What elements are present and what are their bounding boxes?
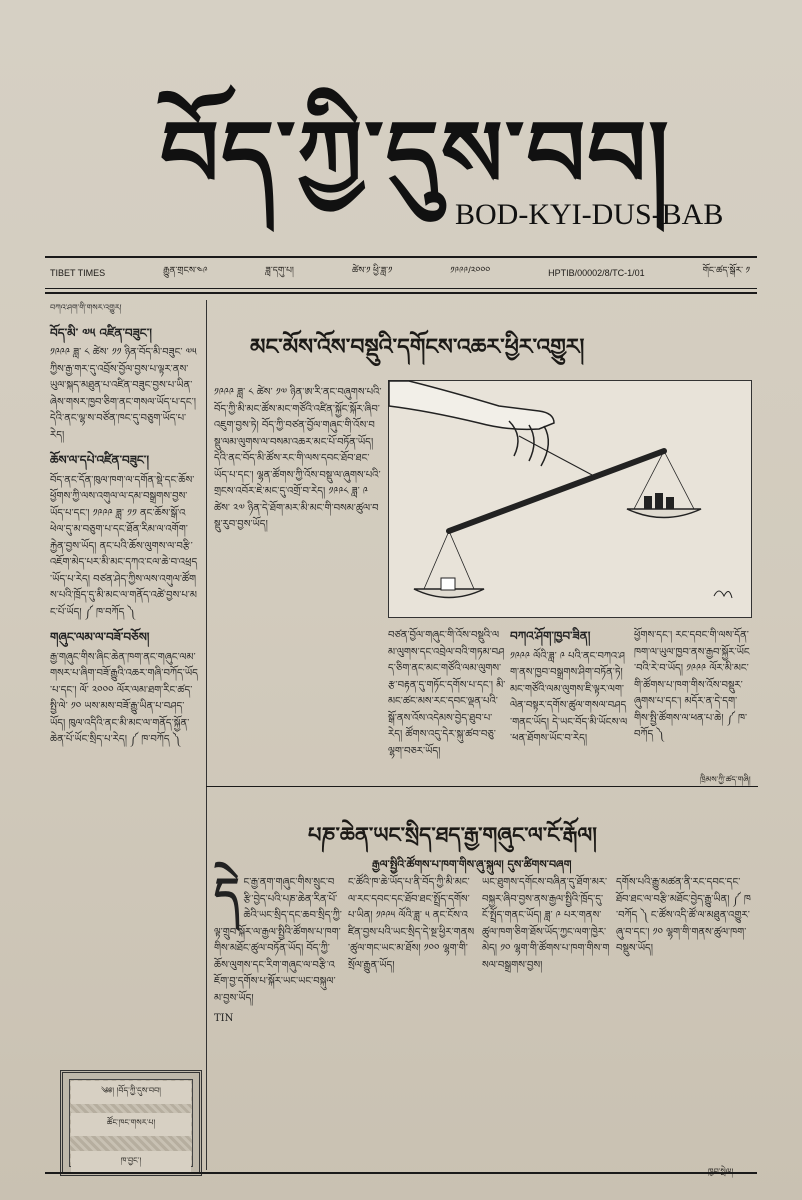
advertisement-box <box>60 1070 202 1176</box>
top-story-col4 <box>634 628 750 773</box>
article-subheading: བཀའ་ཤོག་ཁྱབ་ཟིན། <box>510 629 591 643</box>
article-text: བཙན་བྱོལ་གཞུང་གི་འོས་བསྡུའི་ལམ་ལུགས་དང་འབྲེལ་བའི་གཏམ་བཤད་ཅིག་ནང་མང་གཙོའི་ལམ་ལུགས་རྩ་བརྟན་དུ་གཏོང་དགོས་པ་དང་། མི་མང་ཚང་མས་རང་དབང་ལྡན་པའི་སྒོ་ནས་འོས་འདེམས་བྱེད་ཐུབ་པ་རེད། ཚོགས་འདུ་དེར་སྐུ་ཚབ་བཅུ་ལྷག་བཅར་ཡོད། <box>388 630 506 757</box>
dateline-rule-mid <box>45 288 757 289</box>
section-heading: ཆོས་ལ་དཔེ་འཛིན་བཟུང་། <box>50 453 149 467</box>
dateline-item: ཚེས་༡ ཕྱི་ཟླ་༡ <box>351 264 393 275</box>
article-byline: TIN <box>214 1013 234 1024</box>
article-text: ཕྱོགས་དང་། རང་དབང་གི་ལས་དོན་ཁག་ལ་ཡུལ་ཁྱབ་ནས་རྒྱབ་སྐྱོར་ཡོང་བའི་རེ་བ་ཡོད། ༡༩༩༩ ལོར་མི་མང་གི་ཚོགས་པ་ཁག་གིས་འོས་བསྡུར་ཞུགས་པ་དང་། མདོར་ན་དེ་དག་གིས་སྤྱི་ཚོགས་ལ་ཕན་པ་ཆེ། ༼ ཁ་བཀོད ༽ <box>634 630 750 740</box>
masthead-tibetan-title: བོད་ཀྱི་དུས་བབ། <box>160 100 671 208</box>
column-divider <box>206 300 207 1170</box>
left-column <box>50 300 198 1060</box>
dateline-item: རྒྱུན་གྲངས་༤༩ <box>163 264 208 275</box>
article-text: ང་རྒྱ་ནག་གཞུང་གིས་སྲུང་བརྩི་བྱེད་པའི་པཎ་ཆེན་རིན་པོ་ཆེའི་ཡང་སྲིད་དང་ཆབ་སྲིད་ཀྱི་ལྟ་གྲུབ་སྐོར་ལ་རྒྱལ་སྤྱིའི་ཚོགས་པ་ཁག་གིས་མཐོང་ཚུལ་བཏོན་ཡོད། བོད་ཀྱི་ཆོས་ལུགས་དང་རིག་གཞུང་ལ་བརྩི་འཇོག་བྱ་དགོས་པ་སྐོར་ཡང་ཡང་བསྐུལ་མ་བྱས་ཡོད། <box>214 877 342 1004</box>
article-text: ང་ཚོའི་ཁ་ཆེ་ཡོད་པ་ནི་བོད་ཀྱི་མི་མང་ལ་རང་དབང་དང་ཐོབ་ཐང་སྤྲོད་དགོས་པ་ཡིན། ༡༩༩༥ ལོའི་ཟླ་ ༥ ནང་ངོས་འཛིན་བྱས་པའི་ཡང་སྲིད་དེ་སྔ་ཕྱིར་གནས་ཚུལ་གང་ཡང་མ་ཐོས། ༡༠༠ ལྷག་གི་སྲོལ་རྒྱུན་ཡོད། <box>348 877 475 971</box>
dateline <box>50 262 750 284</box>
dateline-rule-bottom <box>45 292 757 294</box>
advertisement-line: ༄༅། །བོད་ཀྱི་དུས་བབ། <box>71 1081 191 1104</box>
story-separator <box>206 786 758 787</box>
dateline-item: ཟླ་དགུ་པ། <box>265 264 294 275</box>
drop-cap: དེ <box>214 869 240 920</box>
section-heading: གཞུང་ལམ་ལ་བཟོ་བཅོས། <box>50 630 150 644</box>
section-text: ༡༩༩༩ ཟླ་ ༨ ཚེས་ ༡༡ ཉིན་བོད་མི་བཟུང་ ༧༥ ཀྱིས་རྒྱ་གར་དུ་འབྲོས་བྱོལ་བྱས་པ་ལྟར་ནས་ཡུལ་སྐད་མཐུན་པ་འཛིན་བཟུང་བྱས་པ་ཡིན་ཞེས་གསར་ཁྱབ་ཅིག་ནང་གསལ་ཡོད་པ་དང་། དེའི་ནང་ལྷ་ས་བཙོན་ཁང་དུ་བཅུག་ཡོད་པ་རེད། <box>50 347 200 441</box>
advertisement-line: ཁ་བྱང་། <box>71 1151 191 1174</box>
dateline-registration: HPTIB/00002/8/TC-1/01 <box>548 268 645 278</box>
page-bottom-rule <box>45 1172 757 1174</box>
dateline-price: གོང་ཚད་སྒོར་ ༡ <box>702 264 750 275</box>
section-text: རྒྱ་གཞུང་གིས་ཞིང་ཆེན་ཁག་ནང་གཞུང་ལམ་གསར་པ་ཞིག་བཟོ་རྒྱུའི་འཆར་གཞི་བཀོད་ཡོད་པ་དང་། ལོ་ ༢༠༠༠ ལོར་ལམ་ཐག་རིང་ཚད་སྤྱི་ལེ་ ༡༠ ཡས་མས་བཟོ་རྒྱུ་ཡིན་པ་བཤད་ཡོད། ཁུལ་འདིའི་ནང་མི་མང་ལ་གནོད་སྐྱོན་ཆེན་པོ་ཡོང་སྲིད་པ་རེད། ༼ ཁ་བཀོད ༽ <box>50 651 198 745</box>
top-story-col3 <box>510 628 628 773</box>
second-story-col2 <box>348 875 476 1165</box>
advertisement-line: ཚོང་ཁང་གསར་པ། <box>71 1113 191 1136</box>
second-story-col3 <box>482 875 610 1165</box>
second-story-col1 <box>214 869 342 1165</box>
top-story-col1 <box>214 385 382 735</box>
second-story-subhead: རྒྱལ་སྤྱིའི་ཚོགས་པ་ཁག་གིས་ཞུ་སྐུལ། དུས་ཚིགས་བཞག <box>372 858 572 871</box>
article-text: ༡༩༩༩ ལོའི་ཟླ་ ༩ པའི་ནང་བཀའ་ཤག་ནས་ཁྱབ་བསྒྲགས་ཤིག་བཏོན་ཏེ། མང་གཙོའི་ལམ་ལུགས་ཇི་ལྟར་ལག་ལེན་བསྟར་དགོས་ཚུལ་གསལ་བཤད་གནང་ཡོད། དེ་ཡང་བོད་མི་ཡོངས་ལ་ཕན་ཐོགས་ཡོང་བ་རེད། <box>510 650 628 744</box>
top-story-headline: མང་མོས་འོས་བསྡུའི་དགོངས་འཆར་ཕྱིར་འགྱུར། <box>250 334 585 360</box>
dateline-tibet-times: TIBET TIMES <box>50 268 106 278</box>
left-column-top-label: བཀའ་ཤག་གི་གསར་འགྱུར། <box>50 303 122 312</box>
second-story-col4 <box>616 875 752 1165</box>
dateline-item: ༡༩༩༩/༢༠༠༠ <box>450 264 491 275</box>
article-text: དགོས་པའི་རྒྱུ་མཚན་ནི་རང་དབང་དང་ཐོབ་ཐང་ལ་བརྩི་མཐོང་བྱེད་རྒྱུ་ཡིན། ༼ ཁ་བཀོད ༽ ང་ཚོས་འདི་ཚོ་ལ་མཐུན་འགྱུར་ཞུ་བ་དང་། ༡༠ ལྷག་གི་གནས་ཚུལ་ཁག་བསྡུས་ཡོད། <box>616 877 751 954</box>
scales-of-justice-icon <box>389 381 751 617</box>
masthead-roman-title: BOD-KYI-DUS-BAB <box>455 198 724 231</box>
top-story-byline: ཁྲིམས་ཀྱི་ཚད་གཞི། <box>700 775 751 784</box>
top-story-col2 <box>388 628 506 773</box>
masthead-rule-top <box>45 256 757 258</box>
second-story-headline: པཎ་ཆེན་ཡང་སྲིད་ཐད་རྒྱ་གཞུང་ལ་ངོ་རྒོལ། <box>308 822 597 847</box>
section-heading: བོད་མི་ ༧༥ འཛིན་བཟུང་། <box>50 325 152 340</box>
section-text: བོད་ནང་དོན་ཁུལ་ཁག་ལ་དགོན་སྡེ་དང་ཆོས་ཕྱོགས་ཀྱི་ལས་འགུལ་ལ་དམ་བསྒྲགས་བྱས་ཡོད་པ་དང་། ༡༩༩༩ ཟླ་ ༡༡ ནང་ཆོས་སྒོ་འཕེལ་དུ་མ་བཅུག་པ་དང་ཐོན་རིམ་ལ་འགོག་རྐྱེན་བྱས་ཡོད། ནང་པའི་ཆོས་ལུགས་ལ་བརྩི་འཇོག་མེད་པར་མི་མང་དཀའ་ངལ་ཆེ་བ་འཕྲད་ཡོད་པ་རེད། བཙན་ཤེད་ཀྱིས་ལས་འགུལ་ཚོགས་པའི་ཁྲོད་དུ་མི་མང་ལ་གནོད་འཚེ་བྱས་པ་མང་པོ་ཡོད། ༼ ཁ་བཀོད ༽ <box>50 474 198 618</box>
article-text: ཡང་ཐུགས་དགོངས་བཞིན་དུ་ཐོག་མར་བསྐྱར་ཞིབ་བྱས་ནས་རྒྱལ་སྤྱིའི་ཁྲོད་དུ་ངོ་སྤྲོད་གནང་ཡོད། ཟླ་ ༩ པར་གནས་ཚུལ་ཁག་ཅིག་ཐོས་ཡོད་ཀྱང་ལག་ཁྱེར་མེད། ༡༠ ལྷག་གི་ཚོགས་པ་ཁག་གིས་གསལ་བསྒྲགས་བྱས། <box>482 877 610 971</box>
article-text: ༡༩༩༩ ཟླ་ ༨ ཚེས་ ༡༧ ཉིན་ཨ་རི་ནང་བཞུགས་པའི་བོད་ཀྱི་མི་མང་ཚོས་མང་གཙོའི་འཛིན་སྐྱོང་སྐོར་ཞིབ་འཇུག་བྱས་ཏེ། བོད་ཀྱི་བཙན་བྱོལ་གཞུང་གི་འོས་བསྡུ་ལམ་ལུགས་ལ་བསམ་འཆར་མང་པོ་བཏོན་ཡོད། དེའི་ནང་བོད་མི་ཚོས་རང་གི་ལས་དབང་ཐོབ་ཐང་ཡོད་པ་དང་། ལྷན་ཚོགས་ཀྱི་འོས་བསྡུ་ལ་ཞུགས་པའི་གྲངས་འབོར་ཇེ་མང་དུ་འགྲོ་བ་རེད། ༡༩༩༨ ཟླ་ ༩ ཚེས་ ༢༧ ཉིན་དེ་ཐོག་མར་མི་མང་གི་བསམ་ཚུལ་བསྡུ་རུབ་བྱས་ཡོད། <box>214 387 382 530</box>
scales-cartoon <box>388 380 752 618</box>
